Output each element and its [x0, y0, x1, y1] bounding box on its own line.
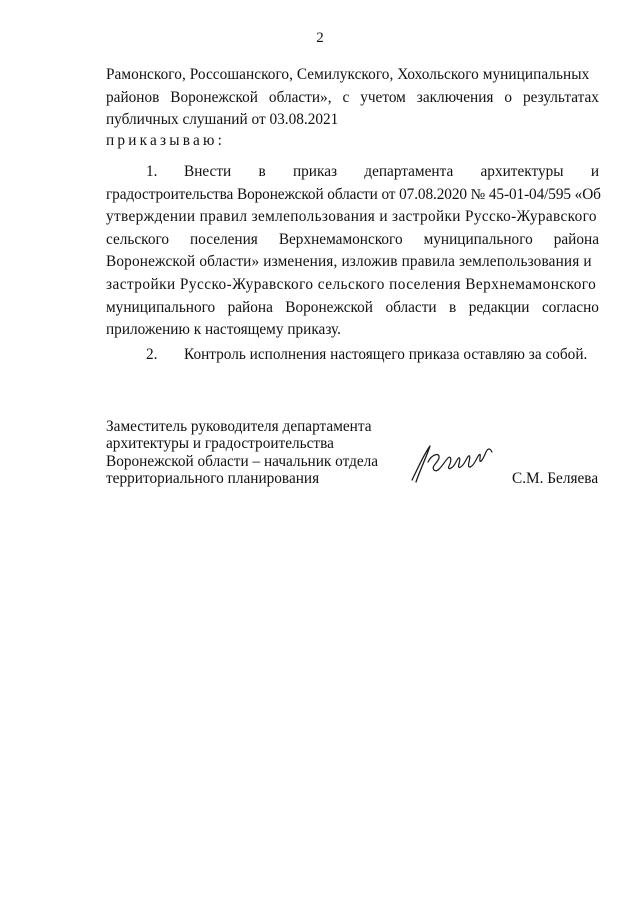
item-1-line-6: застройки Русско-Журавского сельского поселения Верхнемамонского	[106, 275, 597, 293]
item-1-word: муниципального	[423, 230, 533, 248]
item-2-text: Контроль исполнения настоящего приказа оставляю за собой.	[184, 346, 588, 363]
position-line: Заместитель руководителя департамента	[106, 418, 372, 435]
intro-line-1	[106, 64, 599, 87]
item-1-number: 1.	[146, 163, 158, 180]
item-1-line-5: Воронежской области» изменения, изложив правила землепользования и	[106, 253, 592, 271]
handwritten-signature	[406, 440, 498, 486]
intro-word: результатах	[522, 88, 599, 106]
item-1-word: области	[385, 298, 437, 316]
item-1-word: Воронежской	[285, 298, 373, 316]
item-1-word: муниципального	[106, 298, 216, 316]
intro-word: о	[504, 88, 513, 106]
item-1-word: архитектуры	[480, 163, 564, 180]
item-1-word: департамента	[364, 163, 454, 180]
item-1-word: поселения	[190, 230, 258, 248]
signatory-position	[106, 418, 378, 487]
item-1-line-2: градостроительства Воронежской области от 07.08.2020 № 45-01-04/595 «Об	[106, 185, 601, 203]
intro-word: Воронежской	[170, 88, 258, 106]
intro-line-1-text: Рамонского, Россошанского, Семилукского, Хохольского муниципальных	[106, 66, 590, 83]
intro-word: области»,	[268, 88, 332, 106]
intro-paragraph	[106, 64, 599, 132]
intro-word: с	[342, 88, 350, 106]
position-line: архитектуры и градостроительства	[106, 435, 334, 453]
intro-line-2	[106, 87, 599, 110]
intro-line-3: публичных слушаний от 03.08.2021	[106, 111, 339, 129]
item-1-paragraph	[106, 161, 599, 342]
item-1-word: Верхнемамонского	[278, 230, 403, 248]
item-1-line-8: приложению к настоящему приказу.	[106, 321, 341, 339]
item-2-number: 2.	[146, 346, 158, 363]
item-2-paragraph	[106, 344, 599, 367]
item-1-word: сельского	[106, 230, 170, 248]
page-number: 2	[316, 30, 324, 46]
item-1-word: района	[227, 298, 273, 316]
item-1-word: в	[258, 163, 266, 180]
item-1-line-3: утверждении правил землепользования и застройки Русско-Журавского	[106, 208, 597, 226]
item-1-word: приказ	[292, 163, 338, 180]
position-line: Воронежской области – начальник отдела	[106, 452, 379, 470]
item-1-line-7	[106, 297, 599, 320]
item-1-word: согласно	[541, 298, 599, 316]
item-1-word: Внести	[184, 163, 232, 180]
intro-word: районов	[106, 88, 160, 106]
item-1-word: и	[590, 163, 599, 180]
item-1-word: района	[553, 230, 599, 248]
order-word: приказываю:	[106, 132, 226, 149]
item-1-word: в	[449, 298, 457, 316]
intro-word: заключения	[416, 88, 494, 106]
item-1-word: редакции	[468, 298, 530, 316]
item-1-line-1	[106, 161, 599, 184]
intro-word: учетом	[360, 88, 406, 106]
item-1-line-4	[106, 229, 599, 252]
item-1-lead	[106, 161, 231, 184]
position-line: территориального планирования	[106, 469, 320, 487]
signer-name: С.М. Беляева	[512, 470, 599, 487]
